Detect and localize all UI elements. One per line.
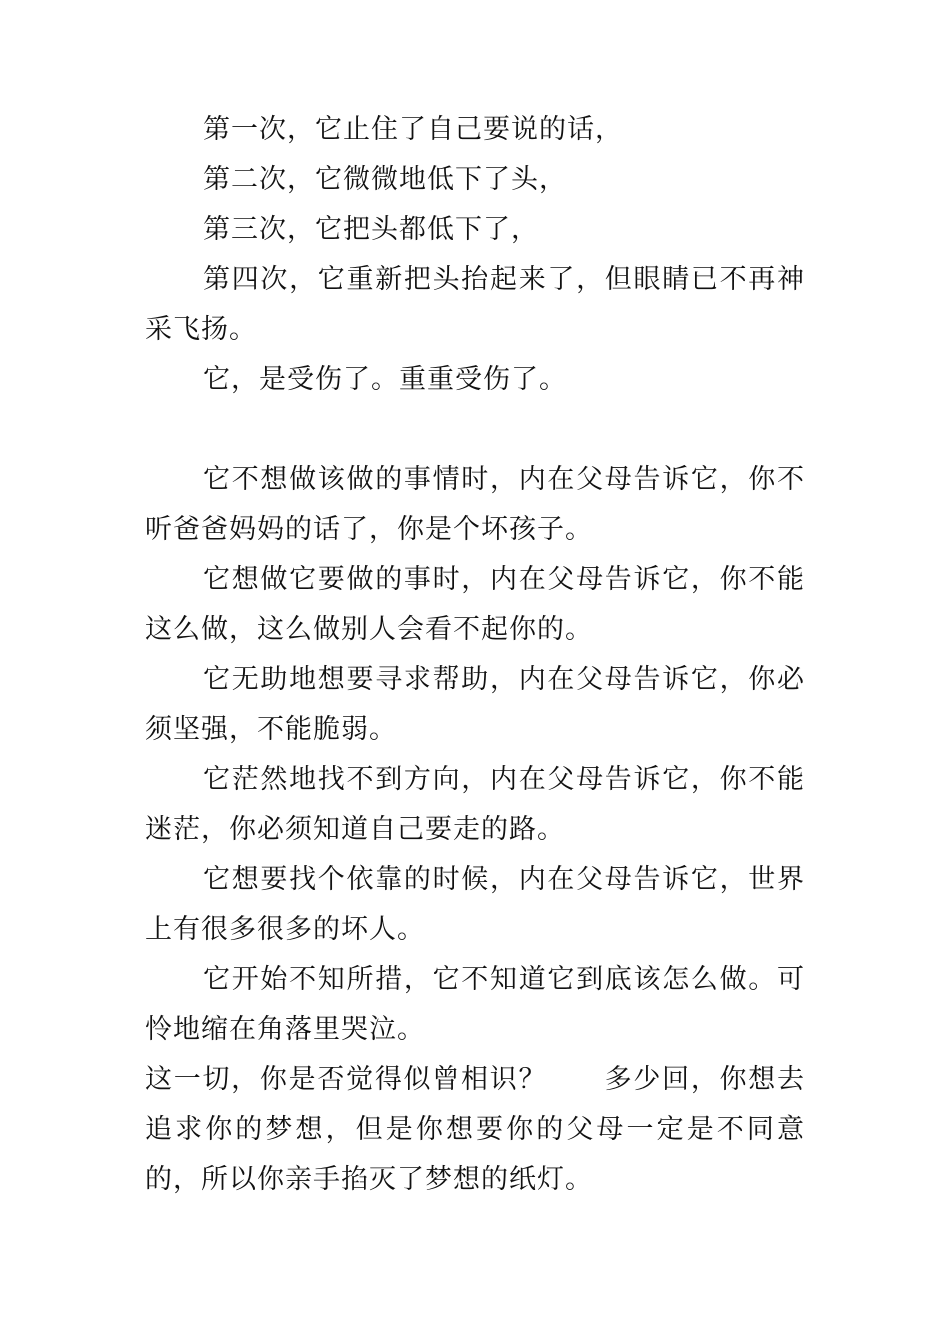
paragraph: 它不想做该做的事情时，内在父母告诉它，你不听爸爸妈妈的话了，你是个坏孩子。	[145, 464, 805, 545]
paragraph: 第二次，它微微地低下了头，	[203, 164, 567, 195]
closing-paragraph: 这一切，你是否觉得似曾相识？ 多少回，你想去追求你的梦想，但是你想要你的父母一定是不同意的，所以你亲手掐灭了梦想的纸灯。	[145, 1064, 805, 1195]
paragraph: 它茫然地找不到方向，内在父母告诉它，你不能迷茫，你必须知道自己要走的路。	[145, 764, 805, 845]
document-page	[145, 105, 805, 1205]
paragraph: 它无助地想要寻求帮助，内在父母告诉它，你必须坚强，不能脆弱。	[145, 664, 805, 745]
paragraph: 第一次，它止住了自己要说的话，	[203, 114, 623, 145]
paragraph: 它开始不知所措，它不知道它到底该怎么做。可怜地缩在角落里哭泣。	[145, 964, 805, 1045]
paragraph: 第四次，它重新把头抬起来了，但眼睛已不再神采飞扬。	[145, 264, 805, 345]
section-gap	[145, 405, 805, 455]
paragraph: 它想做它要做的事时，内在父母告诉它，你不能这么做，这么做别人会看不起你的。	[145, 564, 805, 645]
paragraph: 它，是受伤了。重重受伤了。	[203, 364, 567, 395]
paragraph: 第三次，它把头都低下了，	[203, 214, 539, 245]
paragraph: 它想要找个依靠的时候，内在父母告诉它，世界上有很多很多的坏人。	[145, 864, 805, 945]
